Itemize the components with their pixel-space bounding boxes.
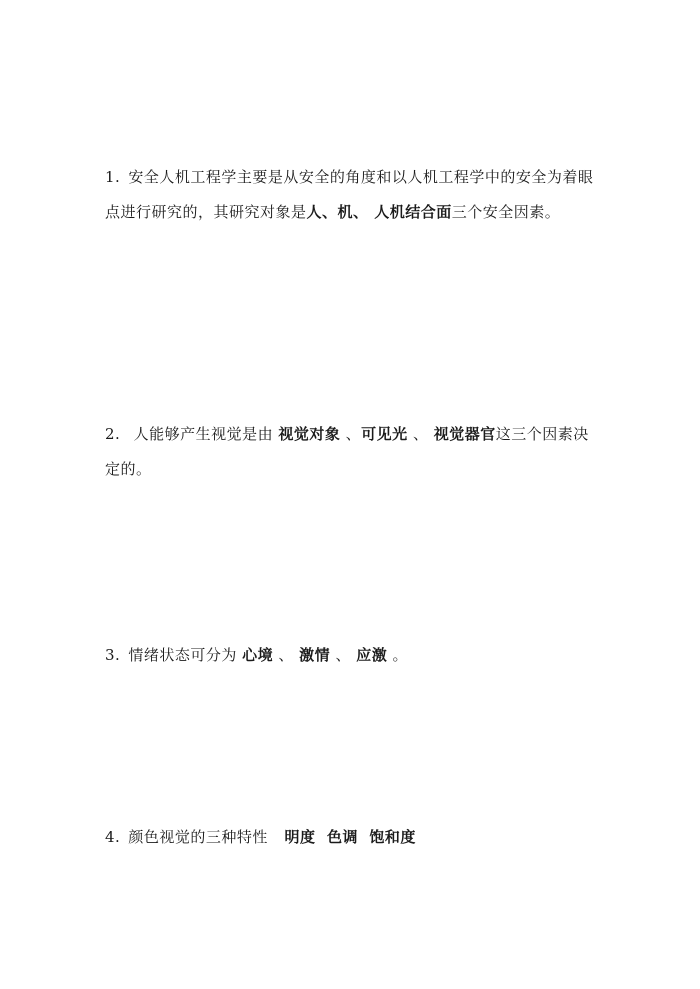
question-2 xyxy=(105,417,595,487)
question-text: 、 xyxy=(330,646,357,664)
question-text: 。 xyxy=(387,646,409,664)
question-text: 情绪状态可分为 xyxy=(128,646,243,664)
question-number: 3. xyxy=(105,646,121,664)
question-4 xyxy=(105,820,595,855)
question-number: 4. xyxy=(105,828,121,846)
question-text: 三个安全因素。 xyxy=(451,203,561,221)
answer-text: 视觉器官 xyxy=(433,425,496,443)
question-text: 安全人机工程学主要是从安全的角度和以人机工程学中的安全为着眼点进行研究的，其研究对象是 xyxy=(105,168,594,221)
question-number: 1. xyxy=(105,168,121,186)
question-text: 、 xyxy=(273,646,300,664)
answer-text: 激情 xyxy=(299,646,331,664)
answer-text: 应激 xyxy=(356,646,388,664)
question-number: 2. xyxy=(105,425,121,443)
question-text: 这三个因素决定的。 xyxy=(105,425,589,478)
question-3 xyxy=(105,638,595,673)
question-text: 、 xyxy=(407,425,434,443)
answer-text: 可见光 xyxy=(361,425,408,443)
answer-text: 明度 色调 饱和度 xyxy=(273,828,416,846)
question-text: 、 xyxy=(340,425,362,443)
question-text: 颜色视觉的三种特性 xyxy=(128,828,274,846)
answer-text: 人、机、 人机结合面 xyxy=(306,203,452,221)
answer-text: 心境 xyxy=(242,646,274,664)
question-1 xyxy=(105,160,595,230)
question-text: 人能够产生视觉是由 xyxy=(128,425,279,443)
answer-text: 视觉对象 xyxy=(278,425,341,443)
